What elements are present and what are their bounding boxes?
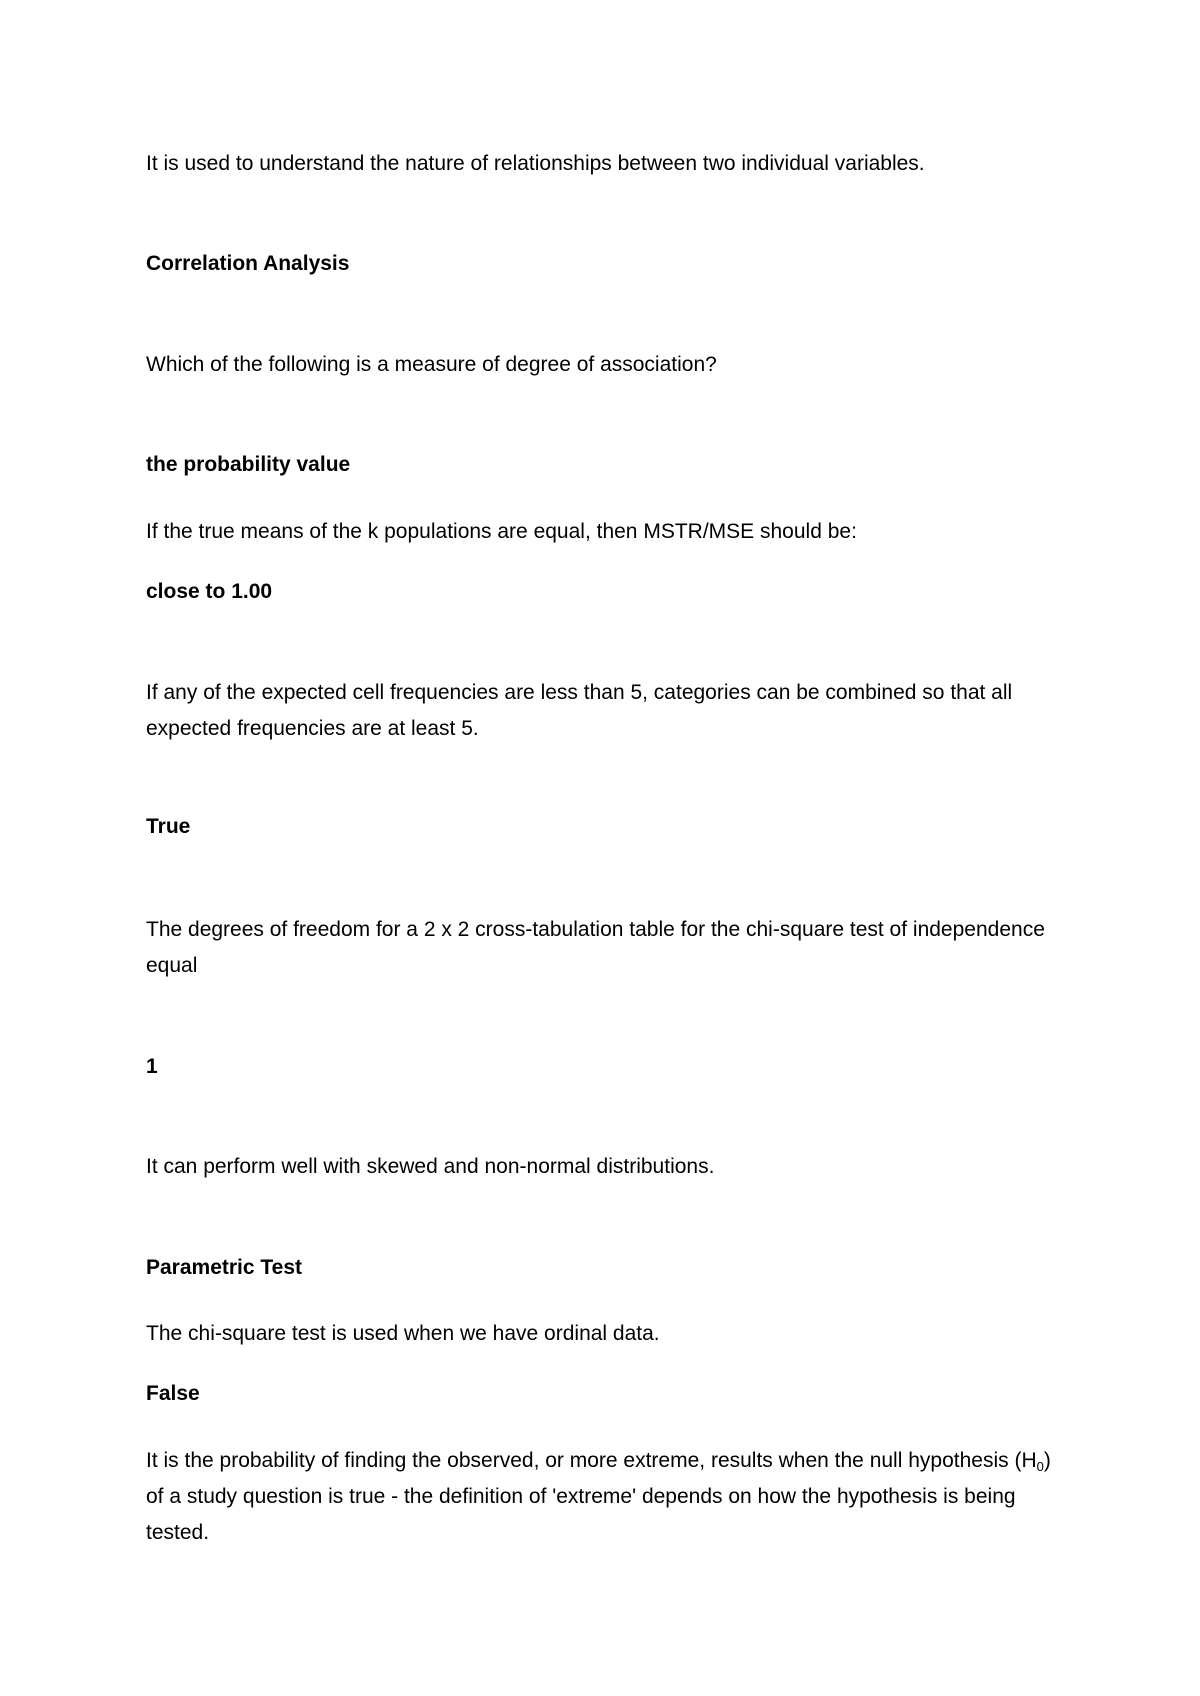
question-8 xyxy=(146,1443,1066,1551)
answer-3: close to 1.00 xyxy=(146,580,273,603)
question-8-part2: ) of a study question is true - the definition of 'extreme' depends on how the hypothesis is being tested. xyxy=(146,1449,1051,1544)
question-1: It is used to understand the nature of relationships between two individual variables. xyxy=(146,152,925,175)
question-2: Which of the following is a measure of degree of association? xyxy=(146,353,717,376)
answer-5: 1 xyxy=(146,1055,158,1078)
question-7: The chi-square test is used when we have ordinal data. xyxy=(146,1322,660,1345)
answer-7: False xyxy=(146,1382,200,1405)
answer-1: Correlation Analysis xyxy=(146,252,350,275)
question-8-part1: It is the probability of finding the observed, or more extreme, results when the null hypothesis (H xyxy=(146,1449,1037,1472)
answer-4: True xyxy=(146,815,191,838)
answer-6: Parametric Test xyxy=(146,1256,303,1279)
question-6: It can perform well with skewed and non-normal distributions. xyxy=(146,1155,715,1178)
answer-2: the probability value xyxy=(146,453,351,476)
question-3: If the true means of the k populations are equal, then MSTR/MSE should be: xyxy=(146,520,857,543)
question-4: If any of the expected cell frequencies are less than 5, categories can be combined so that all expected frequencies are at least 5. xyxy=(146,681,1013,740)
question-5: The degrees of freedom for a 2 x 2 cross-tabulation table for the chi-square test of independence equal xyxy=(146,918,1045,977)
h0-subscript: 0 xyxy=(1036,1459,1044,1474)
